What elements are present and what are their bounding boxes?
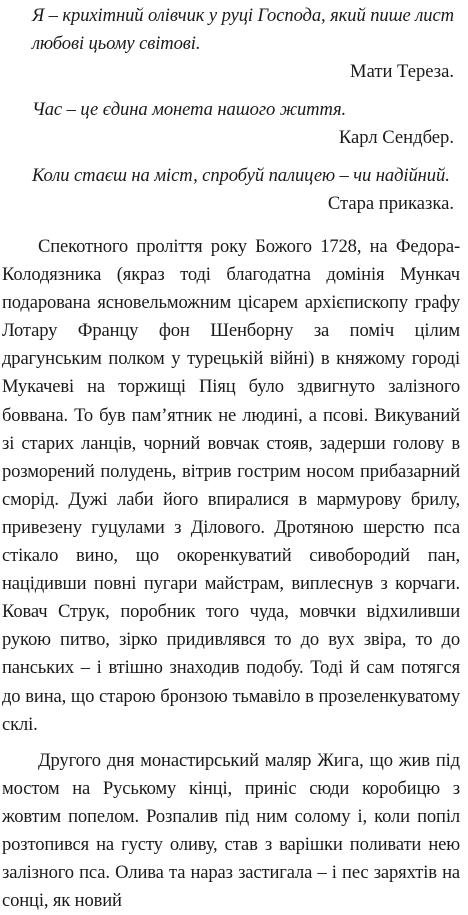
epigraph-quote: Я – крихітний олівчик у руці Господа, який пише лист любові цьому світові. [32,5,454,54]
epigraph [32,96,458,152]
epigraph-author: Карл Сендбер. [338,127,454,148]
epigraph-author: Стара приказка. [327,193,454,214]
epigraph-quote: Час – це єдина монета нашого життя. [32,99,347,120]
paragraph: Спекотного проліття року Божого 1728, на Федора-Колодязника (якраз тоді благодатна домінія Мункач подарована ясновельможним цісарем архієпископу графу Лотару Францу фон Шенборну за поміч цілим драгунським полком у турецькій війні) в княжому городі Мукачеві на торжищі Піяц було здвигнуто залізного боввана. То був пам’ятник не людині, а псові. Викуваний зі старих ланців, чорний вовчак стояв, задерши голову в розморений полудень, вітрив гострим носом прибазарний сморід. Дужі лаби його впиралися в мармурову брилу, привезену гуцулами з Ділового. Дротяною шерстю пса стікало вино, що окоренкуватий сивобородий пан, націдивши повні пугари майстрам, виплеснув з корчаги. Ковач Струк, поробник того чуда, мовчки відхиливши рукою питво, зірко придивлявся то до вух звіра, то до панських – і втішно знаходив подобу. Тоді й сам потягся до вина, що старою бронзою тьмавіло в прозеленкуватому склі. [2,236,460,735]
epigraph [32,162,458,218]
epigraph [32,2,458,86]
epigraphs [32,2,458,218]
body-text [2,233,460,915]
epigraph-author: Мати Тереза. [350,61,454,82]
epigraph-quote: Коли стаєш на міст, спробуй палицею – чи надійний. [32,165,450,186]
paragraph: Другого дня монастирський маляр Жига, що жив під мостом на Руському кінці, приніс сюди коробицю з жовтим попелом. Розпалив під ним солому і, коли попіл розтопився на густу оливу, став з варішки поливати нею залізного пса. Олива та нараз застигала – і пес заряхтів на сонці, як новий [2,749,460,912]
